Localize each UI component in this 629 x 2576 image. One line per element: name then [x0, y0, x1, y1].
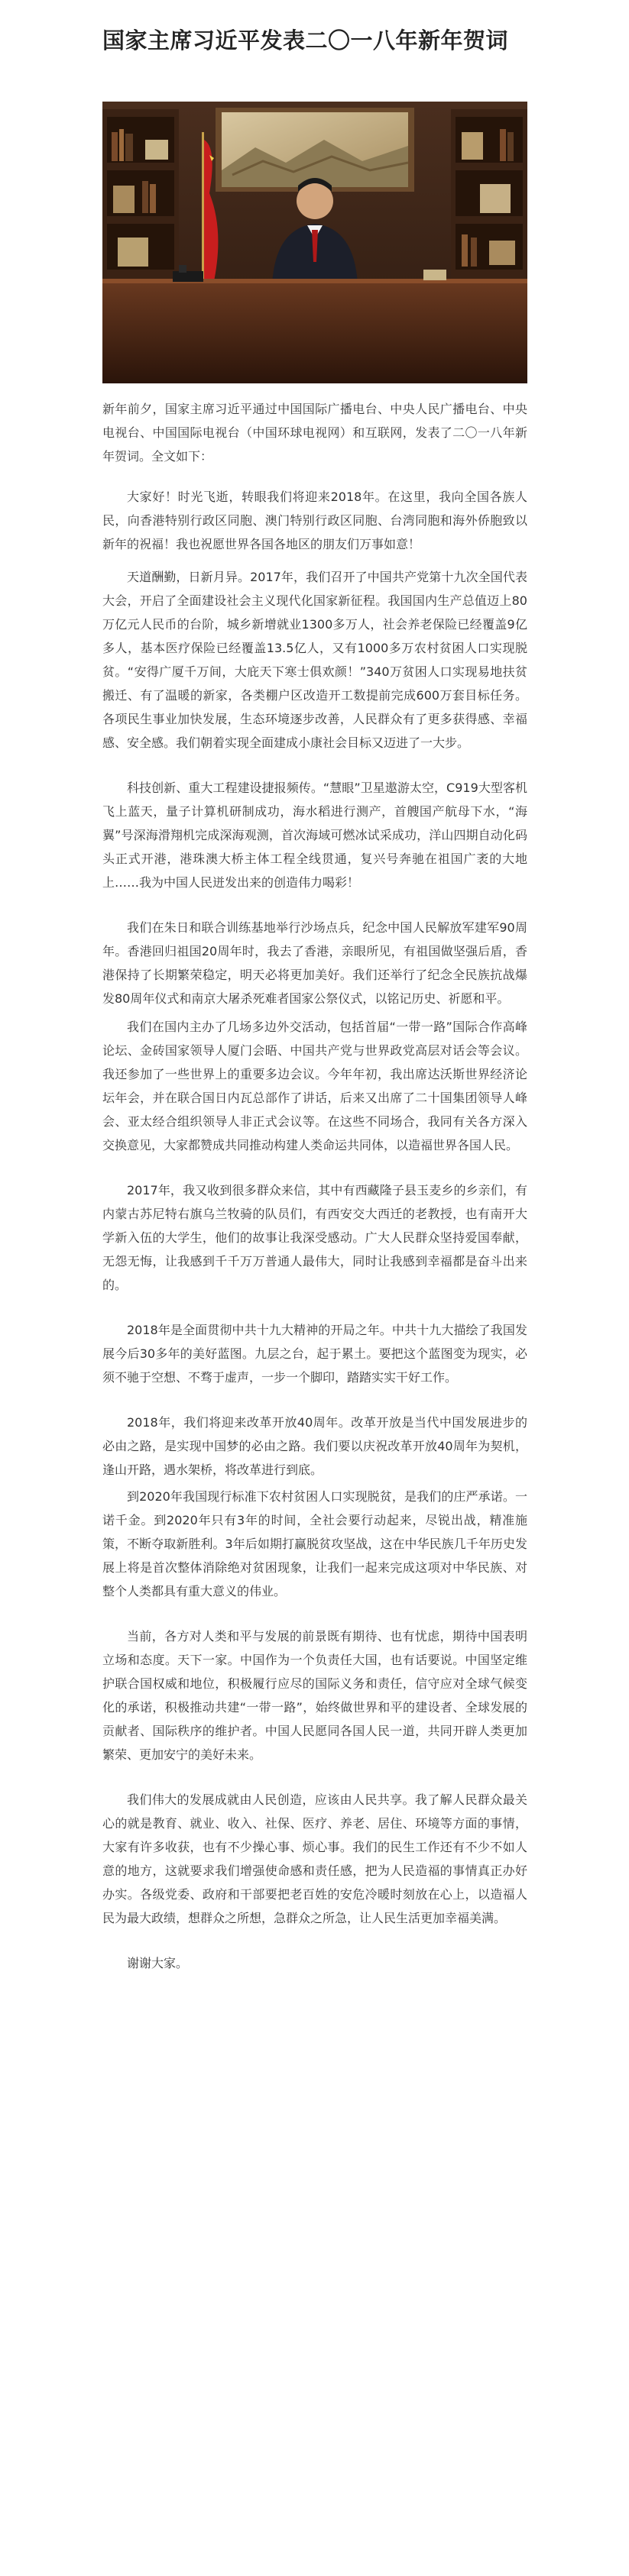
paragraph-livelihood: 我们伟大的发展成就由人民创造，应该由人民共享。我了解人民群众最关心的就是教育、就业、收入、社保、医疗、养老、居住、环境等方面的事情，大家有许多收获，也有不少操心事、烦心事。我们的民生工作还有不少不如人意的地方，这就要求我们增强使命感和责任感，把为人民造福的事情真正办好办实。各级党委、政府和干部要把老百姓的安危冷暖时刻放在心上，以造福人民为最大政绩，想群众之所想，急群众之所急，让人民生活更加幸福美满。: [102, 1792, 527, 1925]
article-body: [102, 397, 527, 1975]
paragraph-diplomacy: 我们在国内主办了几场多边外交活动，包括首届“一带一路”国际合作高峰论坛、金砖国家领导人厦门会晤、中国共产党与世界政党高层对话会等会议。我还参加了一些世界上的重要多边会议。今年年初，我出席达沃斯世界经济论坛年会，并在联合国日内瓦总部作了讲话，后来又出席了二十国集团领导人峰会、亚太经合组织领导人非正式会议等。在这些不同场合，我同有关各方深入交换意见，大家都赞成共同推动构建人类命运共同体，以造福世界各国人民。: [102, 1020, 527, 1152]
paragraph-reform: 2018年，我们将迎来改革开放40周年。改革开放是当代中国发展进步的必由之路，是实现中国梦的必由之路。我们要以庆祝改革开放40周年为契机，逢山开路，遇水架桥，将改革进行到底。: [102, 1415, 527, 1477]
article-photo: [102, 102, 527, 383]
paragraph-science: 科技创新、重大工程建设捷报频传。“慧眼”卫星遨游太空，C919大型客机飞上蓝天，量子计算机研制成功，海水稻进行测产，首艘国产航母下水，“海翼”号深海滑翔机完成深海观测，首次海域可燃冰试采成功，洋山四期自动化码头正式开港，港珠澳大桥主体工程全线贯通，复兴号奔驰在祖国广袤的大地上……我为中国人民迸发出来的创造伟力喝彩！: [102, 781, 527, 890]
paragraph-greeting: 大家好！时光飞逝，转眼我们将迎来2018年。在这里，我向全国各族人民，向香港特别行政区同胞、澳门特别行政区同胞、台湾同胞和海外侨胞致以新年的祝福！我也祝愿世界各国各地区的朋友们万事如意！: [102, 490, 527, 551]
paragraph-commemorations: 我们在朱日和联合训练基地举行沙场点兵，纪念中国人民解放军建军90周年。香港回归祖国20周年时，我去了香港，亲眼所见，有祖国做坚强后盾，香港保持了长期繁荣稳定，明天必将更加美好。我们还举行了纪念全民族抗战爆发80周年仪式和南京大屠杀死难者国家公祭仪式，以铭记历史、祈愿和平。: [102, 920, 527, 1006]
paragraph-world: 当前，各方对人类和平与发展的前景既有期待、也有忧虑，期待中国表明立场和态度。天下一家。中国作为一个负责任大国，也有话要说。中国坚定维护联合国权威和地位，积极履行应尽的国际义务和责任，信守应对全球气候变化的承诺，积极推动共建“一带一路”，始终做世界和平的建设者、全球发展的贡献者、国际秩序的维护者。中国人民愿同各国人民一道，共同开辟人类更加繁荣、更加安宁的美好未来。: [102, 1629, 527, 1762]
paragraph-letters: 2017年，我又收到很多群众来信，其中有西藏隆子县玉麦乡的乡亲们，有内蒙古苏尼特右旗乌兰牧骑的队员们，有西安交大西迁的老教授，也有南开大学新入伍的大学生，他们的故事让我深受感动。广大人民群众坚持爱国奉献，无怨无悔，让我感到千千万万普通人最伟大，同时让我感到幸福都是奋斗出来的。: [102, 1183, 527, 1292]
right-bookshelf: [451, 109, 527, 300]
desk: [102, 265, 527, 383]
paragraph-2018-blueprint: 2018年是全面贯彻中共十九大精神的开局之年。中共十九大描绘了我国发展今后30多年的美好蓝图。九层之台，起于累土。要把这个蓝图变为现实，必须不驰于空想、不骛于虚声，一步一个脚印，踏踏实实干好工作。: [102, 1323, 527, 1385]
left-bookshelf: [102, 109, 179, 300]
article-title: 国家主席习近平发表二〇一八年新年贺词: [102, 27, 509, 54]
paragraph-poverty: 到2020年我国现行标准下农村贫困人口实现脱贫，是我们的庄严承诺。一诺千金。到2020年只有3年的时间，全社会要行动起来，尽锐出战，精准施策，不断夺取新胜利。3年后如期打赢脱贫攻坚战，这在中华民族几千年历史发展上将是首次整体消除绝对贫困现象，让我们一起来完成这项对中华民族、对整个人类都具有重大意义的伟业。: [102, 1489, 527, 1598]
article-intro: 新年前夕，国家主席习近平通过中国国际广播电台、中央人民广播电台、中央电视台、中国国际电视台（中国环球电视网）和互联网，发表了二〇一八年新年贺词。全文如下：: [102, 402, 527, 464]
office-scene-illustration: [102, 102, 527, 383]
paragraph-thanks: 谢谢大家。: [127, 1956, 189, 1970]
paragraph-achievements: 天道酬勤，日新月异。2017年，我们召开了中国共产党第十九次全国代表大会，开启了全面建设社会主义现代化国家新征程。我国国内生产总值迈上80万亿元人民币的台阶，城乡新增就业1300多万人，社会养老保险已经覆盖9亿多人，基本医疗保险已经覆盖13.5亿人，又有1000多万农村贫困人口实现脱贫。“安得广厦千万间，大庇天下寒士俱欢颜！”340万贫困人口实现易地扶贫搬迁、有了温暖的新家，各类棚户区改造开工数提前完成600万套目标任务。各项民生事业加快发展，生态环境逐步改善，人民群众有了更多获得感、幸福感、安全感。我们朝着实现全面建成小康社会目标又迈进了一大步。: [102, 570, 527, 750]
